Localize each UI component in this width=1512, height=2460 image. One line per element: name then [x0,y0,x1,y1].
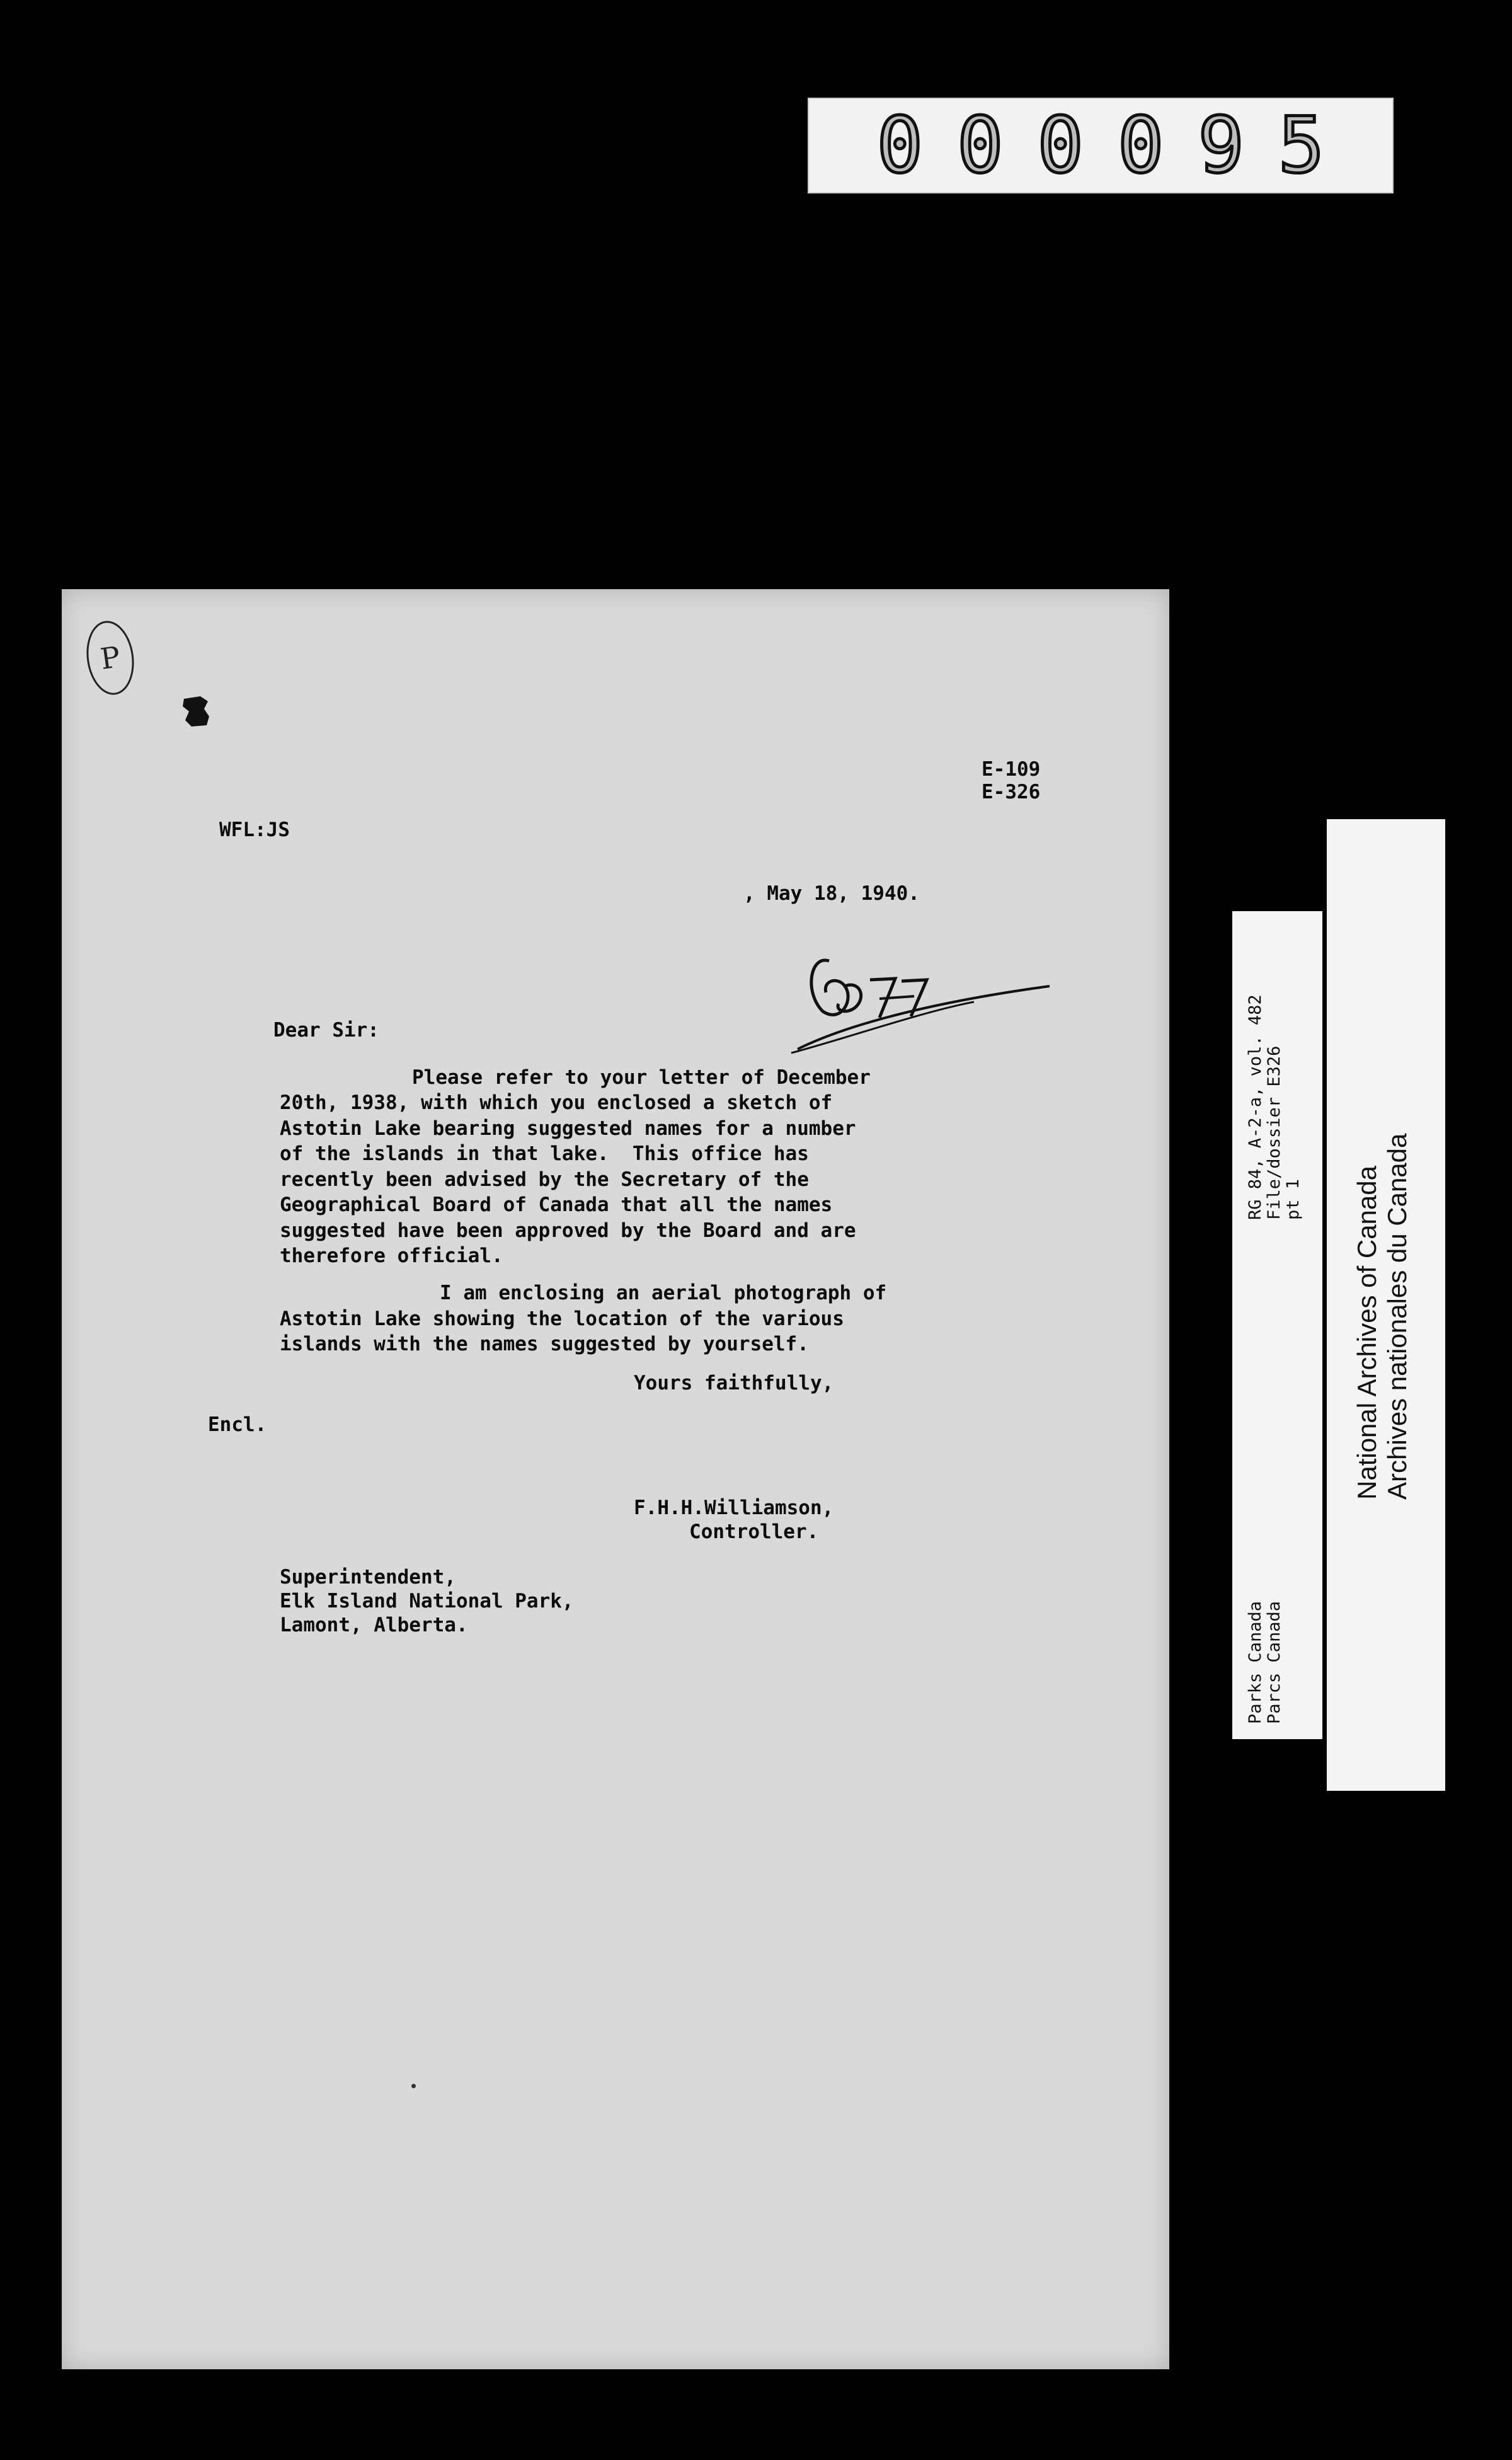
paragraph-1-line-1: Please refer to your letter of December [412,1066,871,1089]
paragraph-1-line-2: 20th, 1938, with which you enclosed a sketch of [280,1091,833,1114]
ink-speck [411,2084,416,2088]
letter-page [62,589,1169,2369]
archive-ref-line-3: pt 1 [1283,1178,1303,1220]
agency-line-en: Parks Canada [1246,1601,1265,1724]
paragraph-1-line-3: Astotin Lake bearing suggested names for a number [280,1117,856,1140]
archives-name-fr: Archives nationales du Canada [1382,1133,1412,1500]
handwritten-initials [785,936,1056,1055]
frame-number-box [808,98,1394,193]
agency-line-fr: Parcs Canada [1264,1601,1284,1724]
salutation: Dear Sir: [273,1019,379,1042]
paragraph-2-line-3: islands with the names suggested by yourself. [280,1333,809,1355]
recipient-line-3: Lamont, Alberta. [280,1614,468,1636]
paragraph-1-line-4: of the islands in that lake. This office has [280,1142,809,1165]
archive-ref-line-1: RG 84, A-2-a, vol. 482 [1246,994,1265,1220]
file-ref-1: E-109 [982,758,1041,781]
archive-reference-strip [1232,911,1322,1739]
frame-number: 000095 [876,101,1359,190]
archives-name-en: National Archives of Canada [1352,1166,1382,1500]
typist-initials: WFL:JS [219,819,290,841]
national-archives-card [1327,819,1445,1791]
recipient-line-1: Superintendent, [280,1566,456,1589]
recipient-line-2: Elk Island National Park, [280,1590,574,1612]
paragraph-1-line-7: suggested have been approved by the Board and are [280,1219,856,1242]
signatory-name: F.H.H.Williamson, [634,1497,834,1519]
paragraph-1-line-8: therefore official. [280,1244,503,1267]
margin-mark-letter: P [98,640,123,676]
paragraph-1-line-6: Geographical Board of Canada that all the names [280,1193,833,1216]
signatory-title: Controller. [689,1520,819,1543]
ink-mark [181,695,210,728]
letter-date: , May 18, 1940. [743,882,920,905]
paragraph-1-line-5: recently been advised by the Secretary of the [280,1168,809,1191]
paragraph-2-line-2: Astotin Lake showing the location of the various [280,1308,844,1330]
enclosure-note: Encl. [208,1413,267,1436]
archive-ref-line-2: File/dossier E326 [1264,1045,1284,1220]
closing: Yours faithfully, [634,1372,834,1394]
file-ref-2: E-326 [982,781,1041,803]
margin-mark [82,618,139,698]
paragraph-2-line-1: I am enclosing an aerial photograph of [440,1282,887,1304]
